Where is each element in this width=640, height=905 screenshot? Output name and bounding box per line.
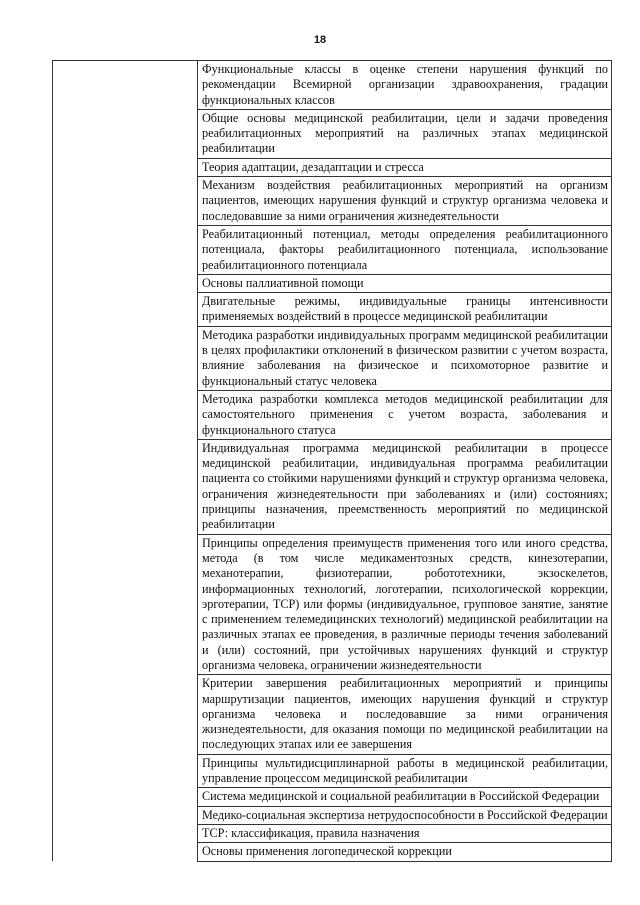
row-text: Функциональные классы в оценке степени нарушения функций по рекомендации Всемирной организации здравоохранения, градации функциональных классов xyxy=(202,62,608,107)
row-text: Реабилитационный потенциал, методы определения реабилитационного потенциала, факторы реабилитационного потенциала, использование реабилитационного потенциала xyxy=(202,226,608,272)
row-text: Принципы мультидисциплинарной работы в медицинской реабилитации, управление процессом медицинской реабилитации xyxy=(202,755,608,786)
table-cell xyxy=(198,534,612,675)
table-cell xyxy=(198,788,612,806)
row-text: Принципы определения преимуществ применения того или иного средства, метода (в том числе медикаментозных средств, кинезотерапии, механотерапии, физиотерапии, робототехники, экзоскелетов, информационных технологий, логотерапии, психологической коррекции, эрготерапии, ТСР) или формы (индивидуальное, групповое занятие, занятие с применением телемедицинских технологий) медицинской реабилитации на различных этапах ее проведения, в различные периоды течения заболеваний и (или) состояний, при устойчивых нарушениях функций и структур организма человека, ограничении жизнедеятельности xyxy=(202,535,608,672)
table-row xyxy=(53,61,612,110)
table-cell xyxy=(198,824,612,842)
row-text: Методика разработки комплекса методов медицинской реабилитации для самостоятельного применения с учетом возраста, заболевания и функционального статуса xyxy=(202,391,608,437)
page-number: 18 xyxy=(313,34,327,46)
table-cell xyxy=(198,293,612,327)
table-cell xyxy=(198,675,612,754)
table-cell xyxy=(198,225,612,274)
table-cell xyxy=(198,158,612,176)
row-text: Двигательные режимы, индивидуальные границы интенсивности применяемых воздействий в процессе медицинской реабилитации xyxy=(202,294,608,324)
row-text: Медико-социальная экспертиза нетрудоспособности в Российской Федерации xyxy=(202,807,608,822)
row-text: ТСР: классификация, правила назначения xyxy=(202,825,420,840)
row-text: Общие основы медицинской реабилитации, цели и задачи проведения реабилитационных мероприятий на различных этапах медицинской реабилитации xyxy=(202,110,608,156)
table-cell xyxy=(198,177,612,226)
table-cell xyxy=(198,754,612,788)
empty-left-column xyxy=(53,61,198,862)
table-cell xyxy=(198,806,612,824)
row-text: Основы паллиативной помощи xyxy=(202,275,364,290)
row-text: Система медицинской и социальной реабилитации в Российской Федерации xyxy=(202,789,600,804)
row-text: Критерии завершения реабилитационных мероприятий и принципы маршрутизации пациентов, имеющих нарушения функций и структур организма человека и последовавшие за ними ограничения жизнедеятельности, для оказания помощи по медицинской реабилитации на последующих этапах или ее завершения xyxy=(202,676,608,752)
row-text: Теория адаптации, дезадаптации и стресса xyxy=(202,159,424,174)
table-cell xyxy=(198,109,612,158)
row-text: Механизм воздействия реабилитационных мероприятий на организм пациентов, имеющих нарушения функций и структур организма человека и последовавшие за ними ограничения жизнедеятельности xyxy=(202,178,608,223)
table-cell xyxy=(198,843,612,861)
competency-table xyxy=(52,60,612,862)
table-cell xyxy=(198,274,612,292)
table-cell xyxy=(198,390,612,439)
row-text: Основы применения логопедической коррекции xyxy=(202,844,452,859)
row-text: Индивидуальная программа медицинской реабилитации в процессе медицинской реабилитации, индивидуальная программа реабилитации пациента со стойкими нарушениями функций и структур организма человека, ограничения жизнедеятельности при заболеваниях и (или) состояниях; принципы назначения, преемственность мероприятий по медицинской реабилитации xyxy=(202,440,608,532)
table-cell xyxy=(198,326,612,390)
table-cell xyxy=(198,439,612,534)
row-text: Методика разработки индивидуальных программ медицинской реабилитации в целях профилактики отклонений в физическом развитии с учетом возраста, влияние заболевания на физическое и психомоторное развитие и функциональный статус человека xyxy=(202,327,608,388)
table-cell xyxy=(198,61,612,110)
